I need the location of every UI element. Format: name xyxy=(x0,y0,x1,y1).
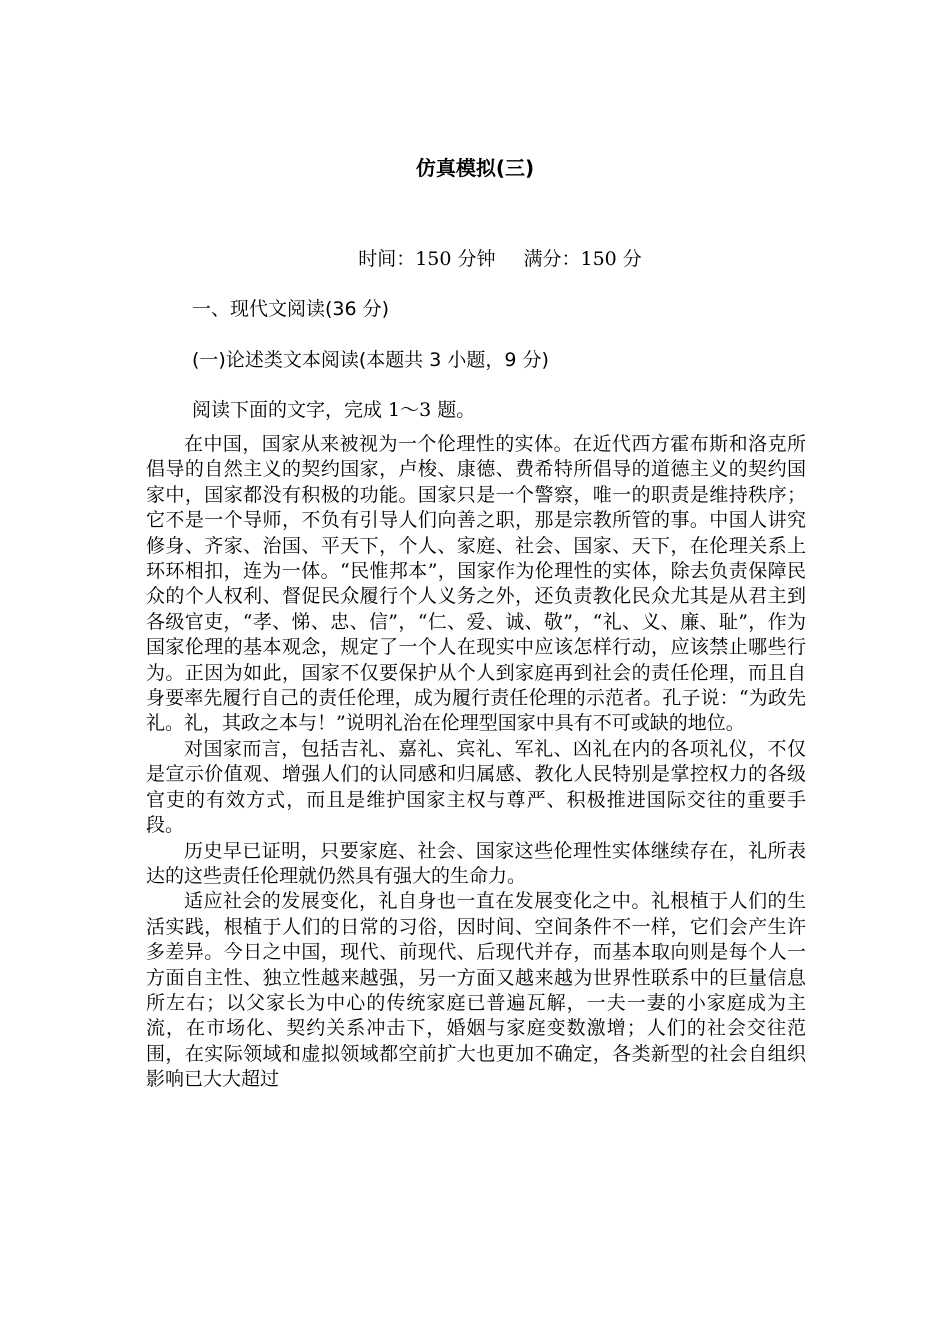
passage-paragraph: 适应社会的发展变化，礼自身也一直在发展变化之中。礼根植于人们的生活实践，根植于人们的日常的习俗，因时间、空间条件不一样，它们会产生许多差异。今日之中国，现代、前现代、后现代并存，而基本取向则是每个人一方面自主性、独立性越来越强，另一方面又越来越为世界性联系中的巨量信息所左右；以父家长为中心的传统家庭已普遍瓦解，一夫一妻的小家庭成为主流，在市场化、契约关系冲击下，婚姻与家庭变数激增；人们的社会交往范围，在实际领域和虚拟领域都空前扩大也更加不确定，各类新型的社会自组织影响已大大超过 xyxy=(146,890,806,1091)
passage-paragraph: 对国家而言，包括吉礼、嘉礼、宾礼、军礼、凶礼在内的各项礼仪，不仅是宣示价值观、增强人们的认同感和归属感、教化人民特别是掌控权力的各级官吏的有效方式，而且是维护国家主权与尊严、积极推进国际交往的重要手段。 xyxy=(146,737,806,837)
reading-instruction: 阅读下面的文字，完成 1～3 题。 xyxy=(192,399,476,421)
document-title: 仿真模拟(三) xyxy=(415,156,535,180)
subsection-heading: (一)论述类文本阅读(本题共 3 小题，9 分) xyxy=(192,349,549,371)
passage-paragraph: 历史早已证明，只要家庭、社会、国家这些伦理性实体继续存在，礼所表达的这些责任伦理就仍然具有强大的生命力。 xyxy=(146,839,806,887)
passage-paragraph: 在中国，国家从来被视为一个伦理性的实体。在近代西方霍布斯和洛克所倡导的自然主义的契约国家，卢梭、康德、费希特所倡导的道德主义的契约国家中，国家都没有积极的功能。国家只是一个警察，唯一的职责是维持秩序；它不是一个导师，不负有引导人们向善之职，那是宗教所管的事。中国人讲究修身、齐家、治国、平天下，个人、家庭、社会、国家、天下，在伦理关系上环环相扣，连为一体。“民惟邦本”，国家作为伦理性的实体，除去负责保障民众的个人权利、督促民众履行个人义务之外，还负责教化民众尤其是从君主到各级官吏，“孝、悌、忠、信”，“仁、爱、诚、敬”，“礼、义、廉、耻”，作为国家伦理的基本观念，规定了一个人在现实中应该怎样行动，应该禁止哪些行为。正因为如此，国家不仅要保护从个人到家庭再到社会的责任伦理，而且自身要率先履行自己的责任伦理，成为履行责任伦理的示范者。孔子说：“为政先礼。礼，其政之本与！”说明礼治在伦理型国家中具有不可或缺的地位。 xyxy=(146,433,806,735)
section-heading: 一、现代文阅读(36 分) xyxy=(192,298,390,320)
exam-info xyxy=(0,243,950,275)
full-score: 满分：150 分 xyxy=(523,248,642,270)
reading-passage xyxy=(146,432,806,1093)
time-limit: 时间：150 分钟 xyxy=(358,248,496,270)
